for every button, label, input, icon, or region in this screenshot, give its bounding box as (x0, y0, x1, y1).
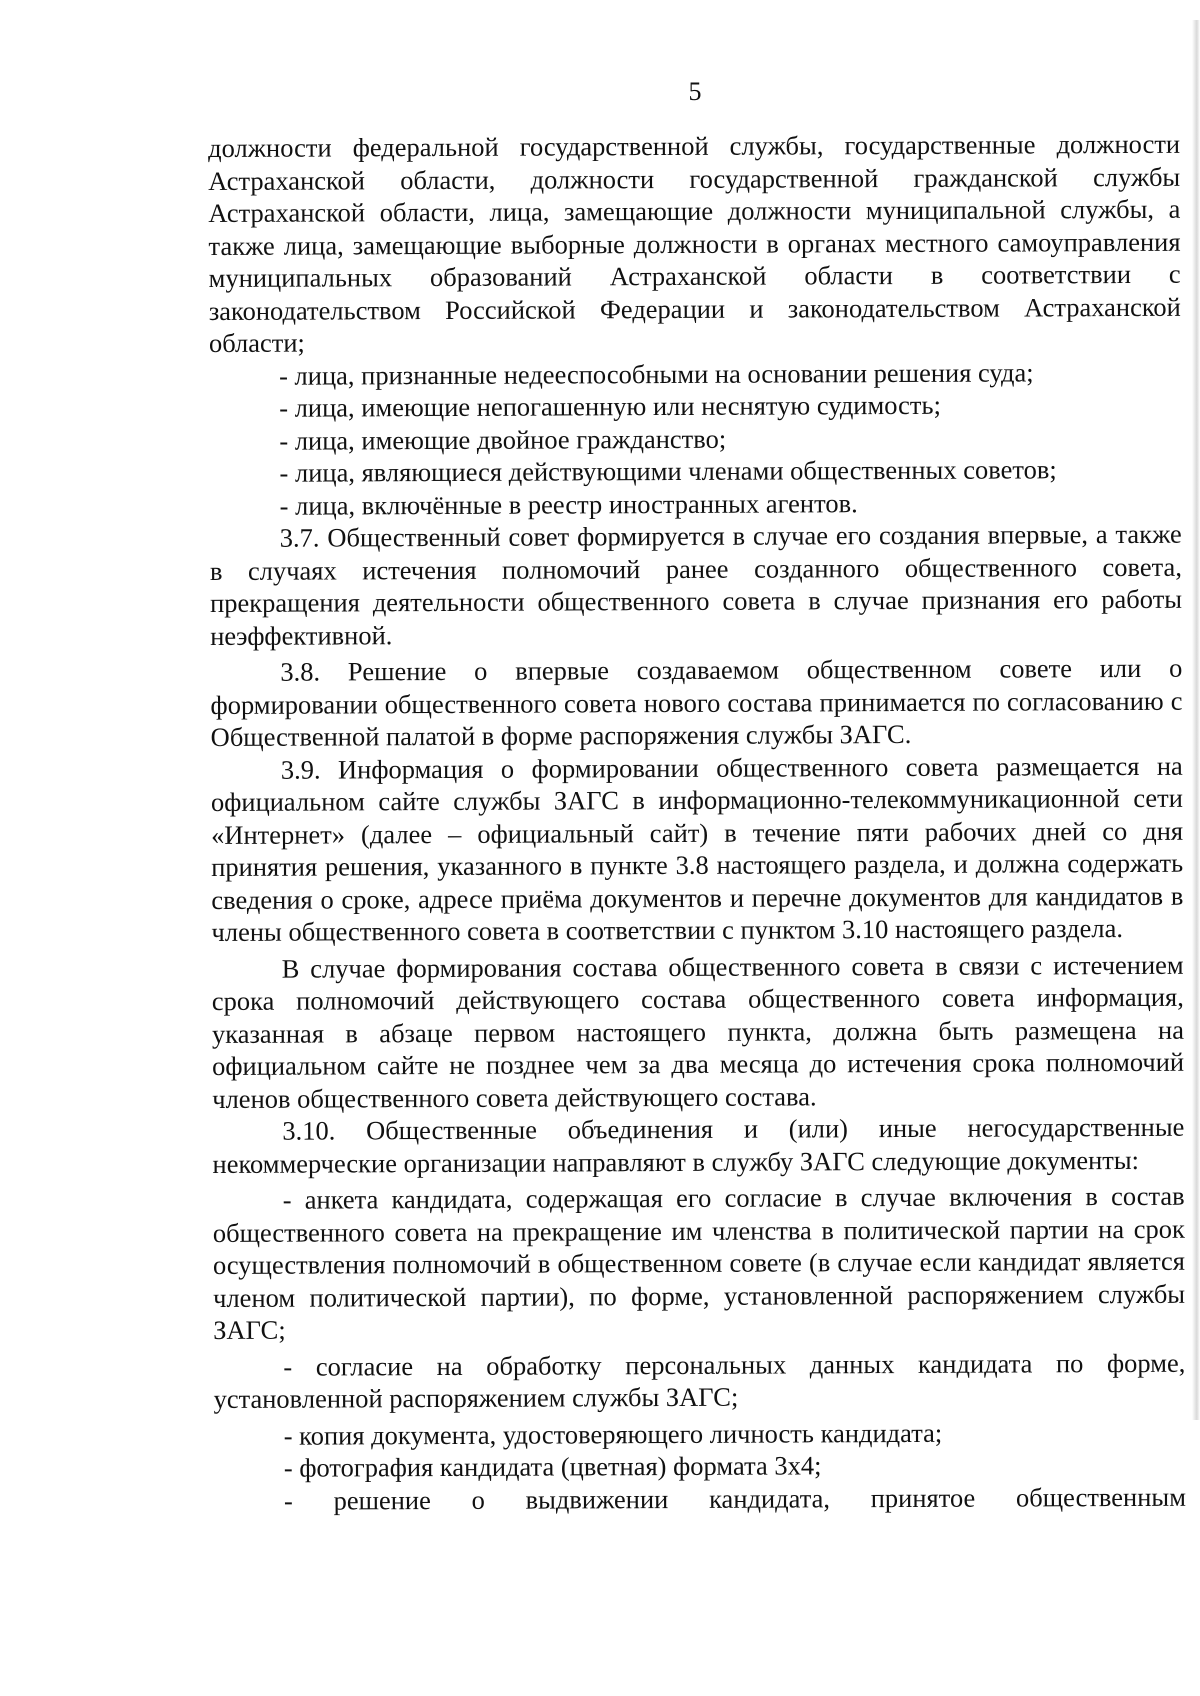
list-item-dual-citizenship: - лица, имеющие двойное гражданство; (279, 423, 727, 456)
list-item-incapacitated: - лица, признанные недееспособными на основании решения суда; (278, 356, 1034, 391)
list-item-data-consent: - согласие на обработку персональных данных кандидата по форме, установленной распоряжением службы ЗАГС; (213, 1347, 1186, 1414)
list-item-candidate-form: - анкета кандидата, содержащая его согласие в случае включения в состав общественного совета на прекращение им членства в политической партии на срок осуществления полномочий в общественном совете (в случае если кандидат является членом политической партии), по форме, установленной распоряжением службы ЗАГС; (212, 1180, 1186, 1345)
list-item-criminal-record: - лица, имеющие непогашенную или неснятую судимость; (279, 389, 941, 423)
list-item-foreign-agents: - лица, включённые в реестр иностранных агентов. (279, 487, 858, 521)
paragraph-3-8: 3.8. Решение о впервые создаваемом общественном совете или о формировании общественного совета нового состава принимается по согласованию с Общественной палатой в форме распоряжения службы ЗАГС. (210, 652, 1183, 752)
list-item-council-members: - лица, являющиеся действующими членами общественных советов; (279, 454, 1057, 488)
page-number: 5 (688, 77, 702, 106)
document-body (208, 128, 1186, 1517)
scan-edge-shadow (1192, 20, 1200, 1420)
paragraph-3-10: 3.10. Общественные объединения и (или) иные негосударственные некоммерческие организации направляют в службу ЗАГС следующие документы: (212, 1111, 1185, 1179)
list-item-id-copy: - копия документа, удостоверяющего личность кандидата; (283, 1417, 943, 1451)
list-item-photo: - фотография кандидата (цветная) формата 3x4; (283, 1450, 822, 1483)
paragraph-3-9: 3.9. Информация о формировании общественного совета размещается на официальном сайте службы ЗАГС в информационно-телекоммуникационной сети «Интернет» (далее – официальный сайт) в течение пяти рабочих дней со дня принятия решения, указанного в пункте 3.8 настоящего раздела, и должна содержать сведения о сроке, адресе приёма документов и перечне документов для кандидатов в члены общественного совета в соответствии с пунктом 3.10 настоящего раздела. (210, 750, 1184, 947)
paragraph-3-7: 3.7. Общественный совет формируется в случае его создания впервые, а также в случаях истечения полномочий ранее созданного общественного совета, прекращения деятельности общественного совета в случае признания его работы неэффективной. (209, 518, 1183, 651)
paragraph-officials-continued: должности федеральной государственной службы, государственные должности Астраханской области, должности государственной гражданской службы Астраханской области, лица, замещающие должности муниципальной службы, а также лица, замещающие выборные должности в органах местного самоуправления муниципальных образований Астраханской области в соответствии с законодательством Российской Федерации и законодательством Астраханской области; (208, 128, 1181, 358)
list-item-nomination-decision: - решение о выдвижении кандидата, принятое общественным (283, 1481, 1187, 1516)
paragraph-3-9-second: В случае формирования состава общественного совета в связи с истечением срока полномочий действующего состава общественного совета информация, указанная в абзаце первом настоящего пункта, должна быть размещена на официальном сайте не позднее чем за два месяца до истечения срока полномочий членов общественного совета действующего состава. (211, 949, 1185, 1114)
